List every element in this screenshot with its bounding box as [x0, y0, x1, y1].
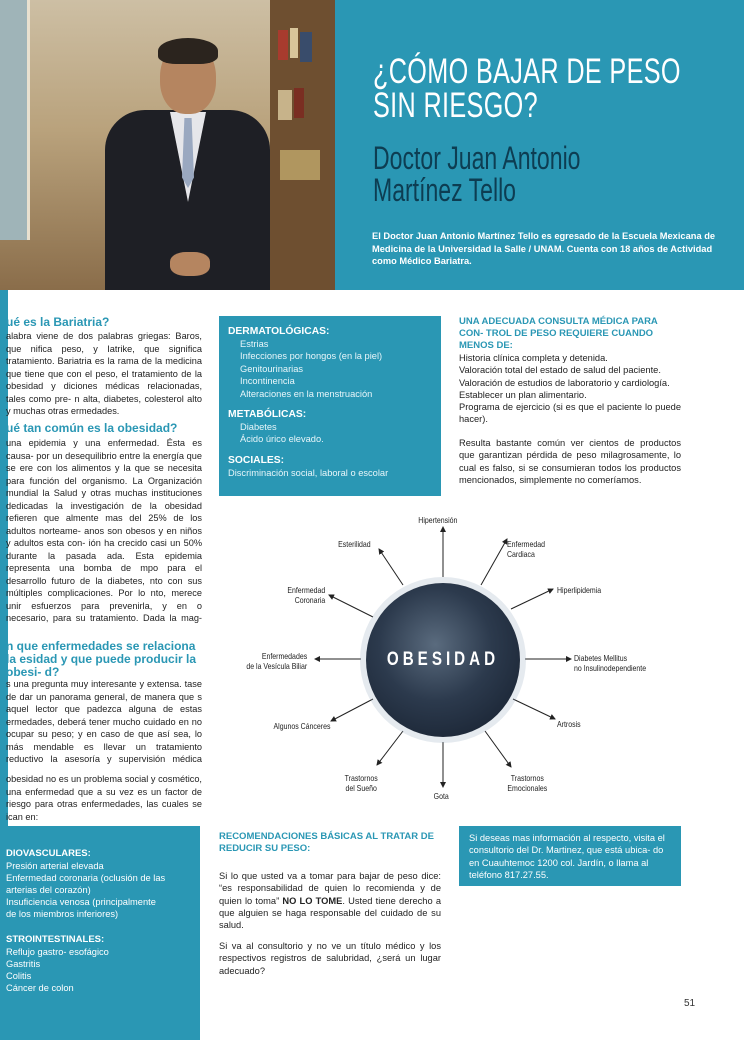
label-diabetes: Diabetes Mellitus no Insulinodependiente	[574, 653, 647, 673]
obesity-diagram	[219, 497, 681, 813]
consulta-list	[459, 352, 681, 426]
list-item: Estrias	[240, 339, 269, 349]
heading-cardiovasculares: DIOVASCULARES:	[6, 848, 91, 859]
heading-dermatologicas: DERMATOLÓGICAS:	[228, 326, 330, 337]
list-item: Presión arterial elevada	[6, 861, 104, 871]
text-span: Si lo que usted va a tomar para bajar de peso dice: “es responsabilidad de quien lo recomienda y de quien lo toma”	[219, 871, 441, 906]
list-item: Historia clínica completa y detenida.	[459, 353, 608, 363]
label-hiperlipidemia: Hiperlipidemia	[557, 585, 602, 595]
label-enfermedad-cardiaca: Enfermedad Cardiaca	[507, 539, 545, 559]
label-trastornos-emocionales: Trastornos Emocionales	[507, 773, 548, 793]
text-span: . Usted tiene derecho a que alguien se haga responsable del cuidado de su salud.	[219, 895, 441, 931]
list-item: Alteraciones en la menstruación	[240, 388, 373, 399]
label-coronaria: Enfermedad Coronaria	[287, 585, 326, 605]
arrow-canceres	[331, 699, 373, 721]
obesity-label: OBESIDAD	[386, 649, 500, 670]
list-item: Valoración total del estado de salud del paciente.	[459, 365, 661, 376]
list-item: Valoración de estudios de laboratorio y cardiología.	[459, 377, 670, 388]
label-artrosis: Artrosis	[557, 719, 581, 729]
contact-info-box: Si deseas mas información al respecto, visita el consultorio del Dr. Martinez, que está ubica- do en Cuauhtemoc 1200 col. Jardín, o llama al teléfono 817.27.55.	[459, 826, 681, 886]
list-item: Diabetes	[240, 422, 277, 433]
heading-recomendaciones: RECOMENDACIONES BÁSICAS AL TRATAR DE REDUCIR SU PESO:	[219, 831, 434, 854]
window	[0, 0, 30, 240]
heading-gastrointestinales: STROINTESTINALES:	[6, 934, 105, 945]
arrow-cardiaca	[481, 539, 507, 585]
arrow-emocionales	[485, 731, 511, 767]
arrow-esterilidad	[379, 549, 403, 585]
paragraph-riesgo: obesidad no es un problema social y cosmético, una enfermedad que a su vez es un factor de riesgo para otras enfermedades, las cuales se ican en:	[6, 774, 202, 822]
emphasis-no-lo-tome: NO LO TOME	[279, 895, 343, 906]
list-item: Infecciones por hongos (en la piel)	[240, 351, 383, 362]
heading-metabolicas: METABÓLICAS:	[228, 409, 307, 421]
heading-consulta: UNA ADECUADA CONSULTA MÉDICA PARA CON- TROL DE PESO REQUIERE CUANDO MENOS DE:	[459, 316, 658, 351]
list-item: Insuficiencia venosa (principalmente	[6, 897, 156, 907]
paragraph-enfermedades: s una pregunta muy interesante y extensa. tase de dar un panorama general, de manera que s aquel lector que padezca alguna de estas ermedades, deberá tener mucho cuidado en no ocupar su peso; y en caso de que así sea, lo más mendable es llevar un tratamiento reductivo la asesoría y supervisión médica	[6, 679, 202, 764]
paragraph-bariatria: alabra viene de dos palabras griegas: Baros, que nifica peso, y Iatrike, que significa tratamiento. Bariatria es la rama de la medicina que tiene que con el peso, el tratamiento de la obesidad y diciones médicas relacionadas, tales como pre- n alta, diabetes, colesterol alto y muchas otras ermedades.	[6, 331, 202, 416]
list-item: Genitourinarias	[240, 363, 304, 374]
list-item: Cáncer de colon	[6, 983, 74, 993]
list-item: de los miembros inferiores)	[6, 909, 119, 919]
page-number: 51	[684, 998, 696, 1009]
label-trastornos-sueno: Trastornos del Sueño	[344, 773, 378, 793]
list-item: Incontinencia	[240, 376, 295, 387]
label-canceres: Algunos Cánceres	[273, 721, 331, 731]
paragraph-recomendacion-2: Si va al consultorio y no ve un título médico y los respectivos registros de salubridad, ¿será un lugar adecuado?	[219, 941, 441, 976]
label-hipertension: Hipertensión	[418, 515, 458, 525]
label-gota: Gota	[433, 791, 449, 801]
list-item: Colitis	[6, 971, 32, 981]
heading-sociales: SOCIALES:	[228, 454, 285, 466]
paragraph-recomendacion-1	[219, 870, 441, 931]
risk-list-box	[0, 826, 200, 1040]
bookshelf	[270, 0, 335, 290]
author-name: Doctor Juan Antonio Martínez Tello	[373, 140, 581, 208]
conditions-box	[219, 316, 441, 496]
paragraph-obesidad-comun: una epidemia y una enfermedad. Ésta es causa- por un desequilibrio entre la energía que se ere con los alimentos y la que se necesita para función del organismo. La Organización mundial la Salud y otras muchas instituciones dedicadas la investigación de la obesidad refieren que almente mas del 25% de los adultos norteame- anos son obesos y en niños y adultos esta con- ión ha crecido casi un 50% durante la pasada ada. Esta epidemia representa una bomba de mpo para el desarrollo futuro de la diabetes, nto con sus múltiples complicaciones. Por lo nto, merece unir esfuerzos para prevenirla, y en o necesario, para su tratamiento. Dada la mag-	[6, 438, 202, 623]
arrow-hiperlipidemia	[511, 589, 553, 609]
article-title: ¿CÓMO BAJAR DE PESO SIN RIESGO?	[373, 52, 681, 125]
label-esterilidad: Esterilidad	[338, 539, 371, 549]
arrow-coronaria	[329, 595, 373, 617]
list-item: Programa de ejercicio (si es que el paciente lo puede hacer).	[459, 402, 681, 425]
doctor-photo	[0, 0, 335, 290]
list-item: Reflujo gastro- esofágico	[6, 947, 109, 957]
list-item: Establecer un plan alimentario.	[459, 389, 587, 400]
heading-obesidad-comun: ué tan común es la obesidad?	[6, 422, 178, 435]
label-vesicula: Enfermedades de la Vesícula Biliar	[246, 651, 308, 671]
list-item: Enfermedad coronaria (oclusión de las	[6, 873, 166, 883]
arrow-sueno	[377, 731, 403, 765]
heading-bariatria: ué es la Bariatria?	[6, 316, 110, 329]
paragraph-productos: Resulta bastante común ver cientos de productos que garantizan pérdida de peso milagrosamente, lo cual es falso, si se consumieran todos los productos mencionados, simplemente no comeríamos.	[459, 438, 681, 485]
list-item: Gastritis	[6, 959, 41, 969]
list-item: Ácido úrico elevado.	[240, 434, 324, 445]
heading-enfermedades: n que enfermedades se relaciona la esidad y que puede producir la obesi- d?	[6, 640, 197, 679]
doctor-hair	[158, 38, 218, 64]
author-intro: El Doctor Juan Antonio Martínez Tello es egresado de la Escuela Mexicana de Medicina de la Universidad la Salle / UNAM. Cuenta con 18 años de Actividad como Médico Bariatra.	[372, 231, 716, 267]
doctor-hands	[170, 252, 210, 276]
list-item: Discriminación social, laboral o escolar	[228, 467, 389, 478]
list-item: arterias del corazón)	[6, 885, 91, 895]
arrow-artrosis	[513, 699, 555, 719]
